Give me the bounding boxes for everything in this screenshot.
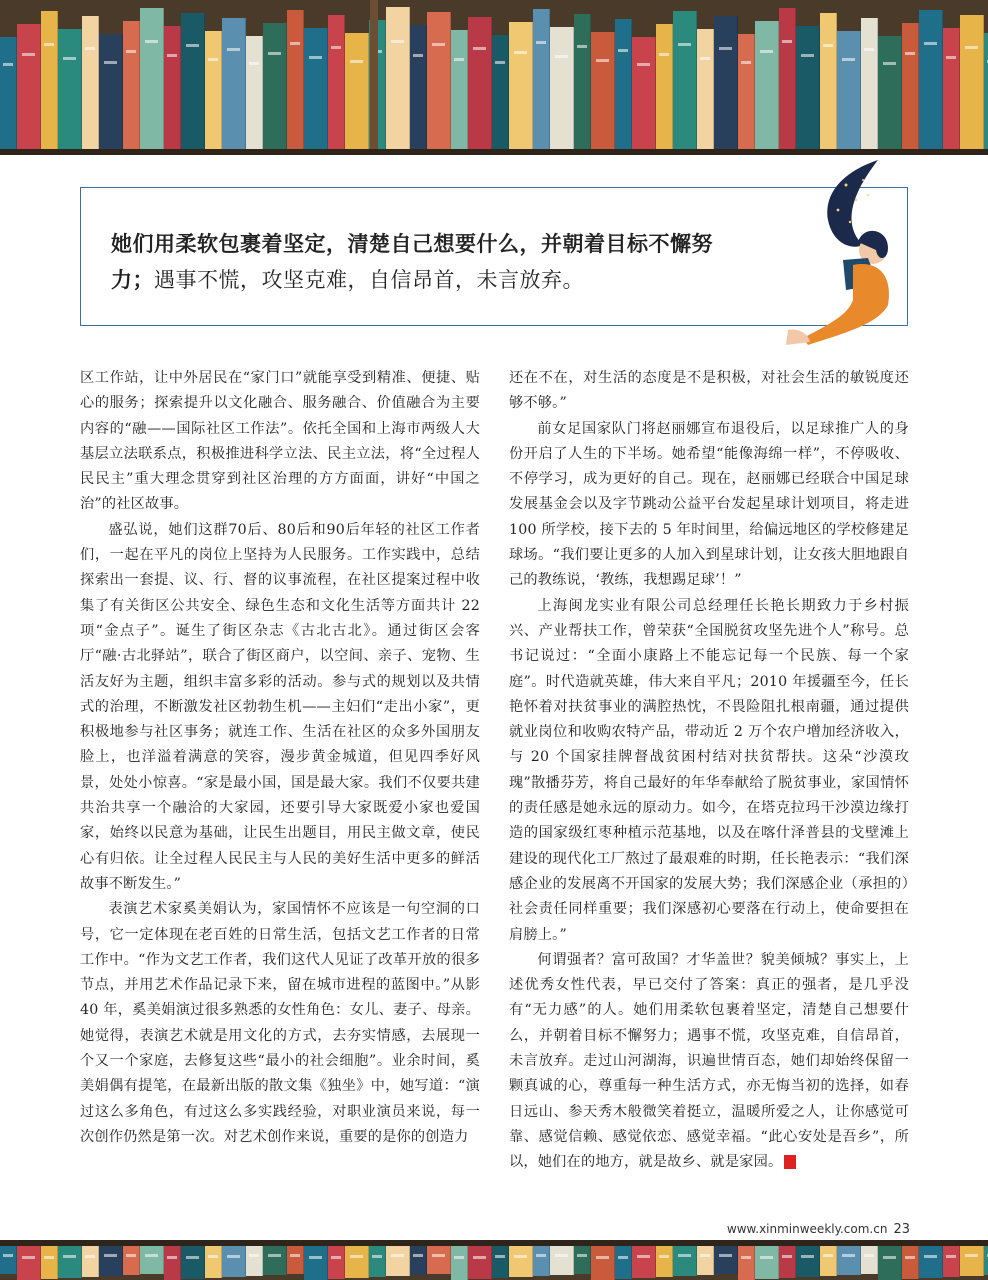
- page-number: 23: [893, 1222, 910, 1237]
- girl-reading-book-illustration: [728, 150, 918, 350]
- book-spine: [738, 34, 755, 155]
- book-spine: [164, 1240, 181, 1280]
- book-spine: [943, 28, 960, 155]
- book-spine: [960, 15, 984, 155]
- paragraph: 还在不在，对生活的态度是不是积极，对社会生活的敏锐度还够不够。”: [509, 370, 909, 412]
- book-spine: [328, 15, 345, 155]
- right-column: [509, 366, 909, 1176]
- paragraph: [509, 948, 909, 1176]
- book-spine: [796, 26, 820, 155]
- book-spine: [345, 33, 369, 155]
- book-spines: [0, 1240, 988, 1280]
- book-spine: [837, 31, 861, 155]
- book-spines: [0, 0, 988, 155]
- pull-quote-bold: 她们用柔软包裹着坚定，清楚自己想要什么，并朝着目标不懈努力；: [111, 232, 713, 292]
- book-spine: [673, 11, 697, 155]
- book-spine: [41, 11, 58, 155]
- book-spine: [287, 10, 304, 155]
- book-spine: [427, 12, 451, 155]
- book-spine: [17, 1240, 41, 1280]
- paragraph: 前女足国家队门将赵丽娜宣布退役后，以足球推广人的身份开启了人生的下半场。她希望“能像海绵一样”，不停吸收、不停学习，成为更好的自己。现在，赵丽娜已经联合中国足球发展基金会以及字节跳动公益平台发起星球计划项目，将走进 100 所学校，接下去的 5 年时间里，给偏远地区的学校修建足球场。“我们要让更多的人加入到星球计划，让女孩大胆地跟自己的教练说，‘教练，我想踢足球’！”: [509, 420, 909, 589]
- paragraph-text: 何谓强者？富可敌国？才华盖世？貌美倾城？事实上，上述优秀女性代表，早已交付了答案：真正的强者，是几乎没有“无力感”的人。她们用柔软包裹着坚定，清楚自己想要什么，并朝着目标不懈努力；遇事不慌，攻坚克难，自信昂首，未言放弃。走过山河湖海，识遍世情百态，她们却始终保留一颗真诚的心，尊重每一种生活方式，亦无悔当初的选择，如春日远山、参天秀木般微笑着挺立，温暖所爱之人，让你感觉可靠、感觉信赖、感觉依恋、感觉幸福。“此心安处是吾乡”，所以，她们在的地方，就是故乡、就是家园。: [509, 951, 909, 1171]
- book-spine: [615, 19, 632, 155]
- book-spine: [779, 8, 796, 155]
- book-spine: [591, 32, 615, 155]
- shelf-divider: [370, 0, 378, 155]
- paragraph: 表演艺术家奚美娟认为，家国情怀不应该是一句空洞的口号，它一定体现在老百姓的日常生活，包括文艺工作者的日常工作中。“作为文艺工作者，我们这代人见证了改革开放的很多节点，并用艺术作品记录下来，留在城市进程的蓝图中。”从影 40 年，奚美娟演过很多熟悉的女性角色：女儿、妻子、母亲。她觉得，表演艺术就是用文化的方式，去夯实情感，去展现一个又一个家庭，去修复这些“最小的社会细胞”。业余时间，奚美娟偶有提笔，在最新出版的散文集《独坐》中，她写道：“演过这么多角色，有过这么多实践经验，对职业演员来说，每一次创作仍然是第一次。对艺术创作来说，重要的是你的创造力: [80, 901, 480, 1145]
- book-spine: [451, 1240, 468, 1280]
- left-column: [80, 366, 480, 1150]
- book-spine: [820, 13, 837, 155]
- shelf-board: [0, 1240, 988, 1246]
- book-spine: [984, 33, 988, 155]
- paragraph: 区工作站，让中外居民在“家门口”就能享受到精准、便捷、贴心的服务；探索提升以文化融合、服务融合、价值融合为主要内容的“融——国际社区工作法”。依托全国和上海市两级人大基层立法联系点，积极推进科学立法、民主立法，将“全过程人民民主”重大理念贯穿到社区治理的方方面面，讲好“中国之治”的社区故事。: [80, 370, 480, 513]
- book-spine: [99, 34, 123, 155]
- book-spine: [738, 1240, 755, 1280]
- book-spine: [714, 16, 738, 155]
- pull-quote-rest: 遇事不慌，攻坚克难，自信昂首，未言放弃。: [154, 268, 584, 292]
- end-of-article-mark: 人: [784, 1155, 796, 1169]
- book-spine: [550, 27, 574, 155]
- bottom-bookshelf-illustration: [0, 1240, 988, 1280]
- book-spine: [755, 21, 779, 155]
- book-spine: [222, 18, 246, 155]
- book-spine: [697, 29, 714, 155]
- book-spine: [205, 31, 222, 155]
- paragraph: 盛弘说，她们这群70后、80后和90后年轻的社区工作者们，一起在平凡的岗位上坚持为人民服务。工作实践中，总结探索出一套提、议、行、督的议事流程，在社区提案过程中收集了有关街区公共安全、绿色生态和文化生活等方面共计 22 项“金点子”。诞生了街区杂志《古北古北》。通过街区会客厅“融·古北驿站”，联合了街区商户，以空间、亲子、宠物、生活友好为主题，组织丰富多彩的活动。参与式的规划以及共情式的治理，不断激发社区勃勃生机——主妇们“走出小家”，更积极地参与社区事务；就连工作、生活在社区的众多外国朋友脸上，也洋溢着满意的笑容，漫步黄金城道，但见四季好风景，处处小惊喜。“家是最小国，国是最大家。我们不仅要共建共治共享一个融洽的大家园，还要引导大家既爱小家也爱国家，始终以民意为基础，让民生出题目，用民主做文章，使民心有归依。让全过程人民民主与人民的美好生活中更多的鲜活故事不断发生。”: [80, 521, 480, 892]
- pull-quote: [111, 226, 731, 298]
- book-spine: [902, 23, 919, 155]
- book-spine: [263, 23, 287, 155]
- book-spine: [878, 36, 902, 155]
- paragraph: 上海闽龙实业有限公司总经理任长艳长期致力于乡村振兴、产业帮扶工作，曾荣获“全国脱贫攻坚先进个人”称号。总书记说过：“全面小康路上不能忘记每一个民族、每一个家庭”。时代造就英雄，伟大来自平凡；2010 年援疆至今，任长艳怀着对扶贫事业的满腔热忱，不畏险阻扎根南疆，通过提供就业岗位和收购农特产品，带动近 2 万个农户增加经济收入，与 20 个国家挂牌督战贫困村结对扶贫帮扶。这朵“沙漠玫瑰”散播芬芳，将自己最好的年华奉献给了脱贫事业，家国情怀的责任感是她永远的原动力。如今，在塔克拉玛干沙漠边缘打造的国家级红枣种植示范基地，以及在喀什泽普县的戈壁滩上建设的现代化工厂熬过了最艰难的时期，任长艳表示：“我们深感企业的发展离不开国家的发展大势；我们深感企业（承担的）社会责任同样重要；我们深感初心要落在行动上，使命要担在肩膀上。”: [509, 597, 909, 943]
- book-spine: [58, 29, 82, 155]
- book-spine: [509, 22, 533, 155]
- book-spine: [304, 28, 328, 155]
- book-spine: [468, 17, 492, 155]
- book-spine: [656, 24, 673, 155]
- book-spine: [492, 35, 509, 155]
- book-spine: [632, 37, 656, 155]
- book-spine: [304, 1240, 328, 1280]
- book-spine: [410, 25, 427, 155]
- book-spine: [0, 37, 17, 155]
- book-spine: [591, 1240, 615, 1280]
- book-spine: [533, 9, 550, 155]
- book-spine: [574, 14, 591, 155]
- book-spine: [181, 13, 205, 155]
- book-spine: [451, 30, 468, 155]
- book-spine: [82, 16, 99, 155]
- book-spine: [246, 36, 263, 155]
- book-spine: [164, 26, 181, 155]
- book-spine: [123, 21, 140, 155]
- book-spine: [878, 1240, 902, 1280]
- book-spine: [386, 7, 410, 155]
- book-spine: [17, 24, 41, 155]
- book-spine: [861, 18, 878, 155]
- book-spine: [919, 10, 943, 155]
- top-bookshelf-illustration: [0, 0, 988, 155]
- website-url: www.xinminweekly.com.cn: [726, 1222, 888, 1236]
- page-footer: [700, 1222, 910, 1237]
- book-spine: [140, 8, 164, 155]
